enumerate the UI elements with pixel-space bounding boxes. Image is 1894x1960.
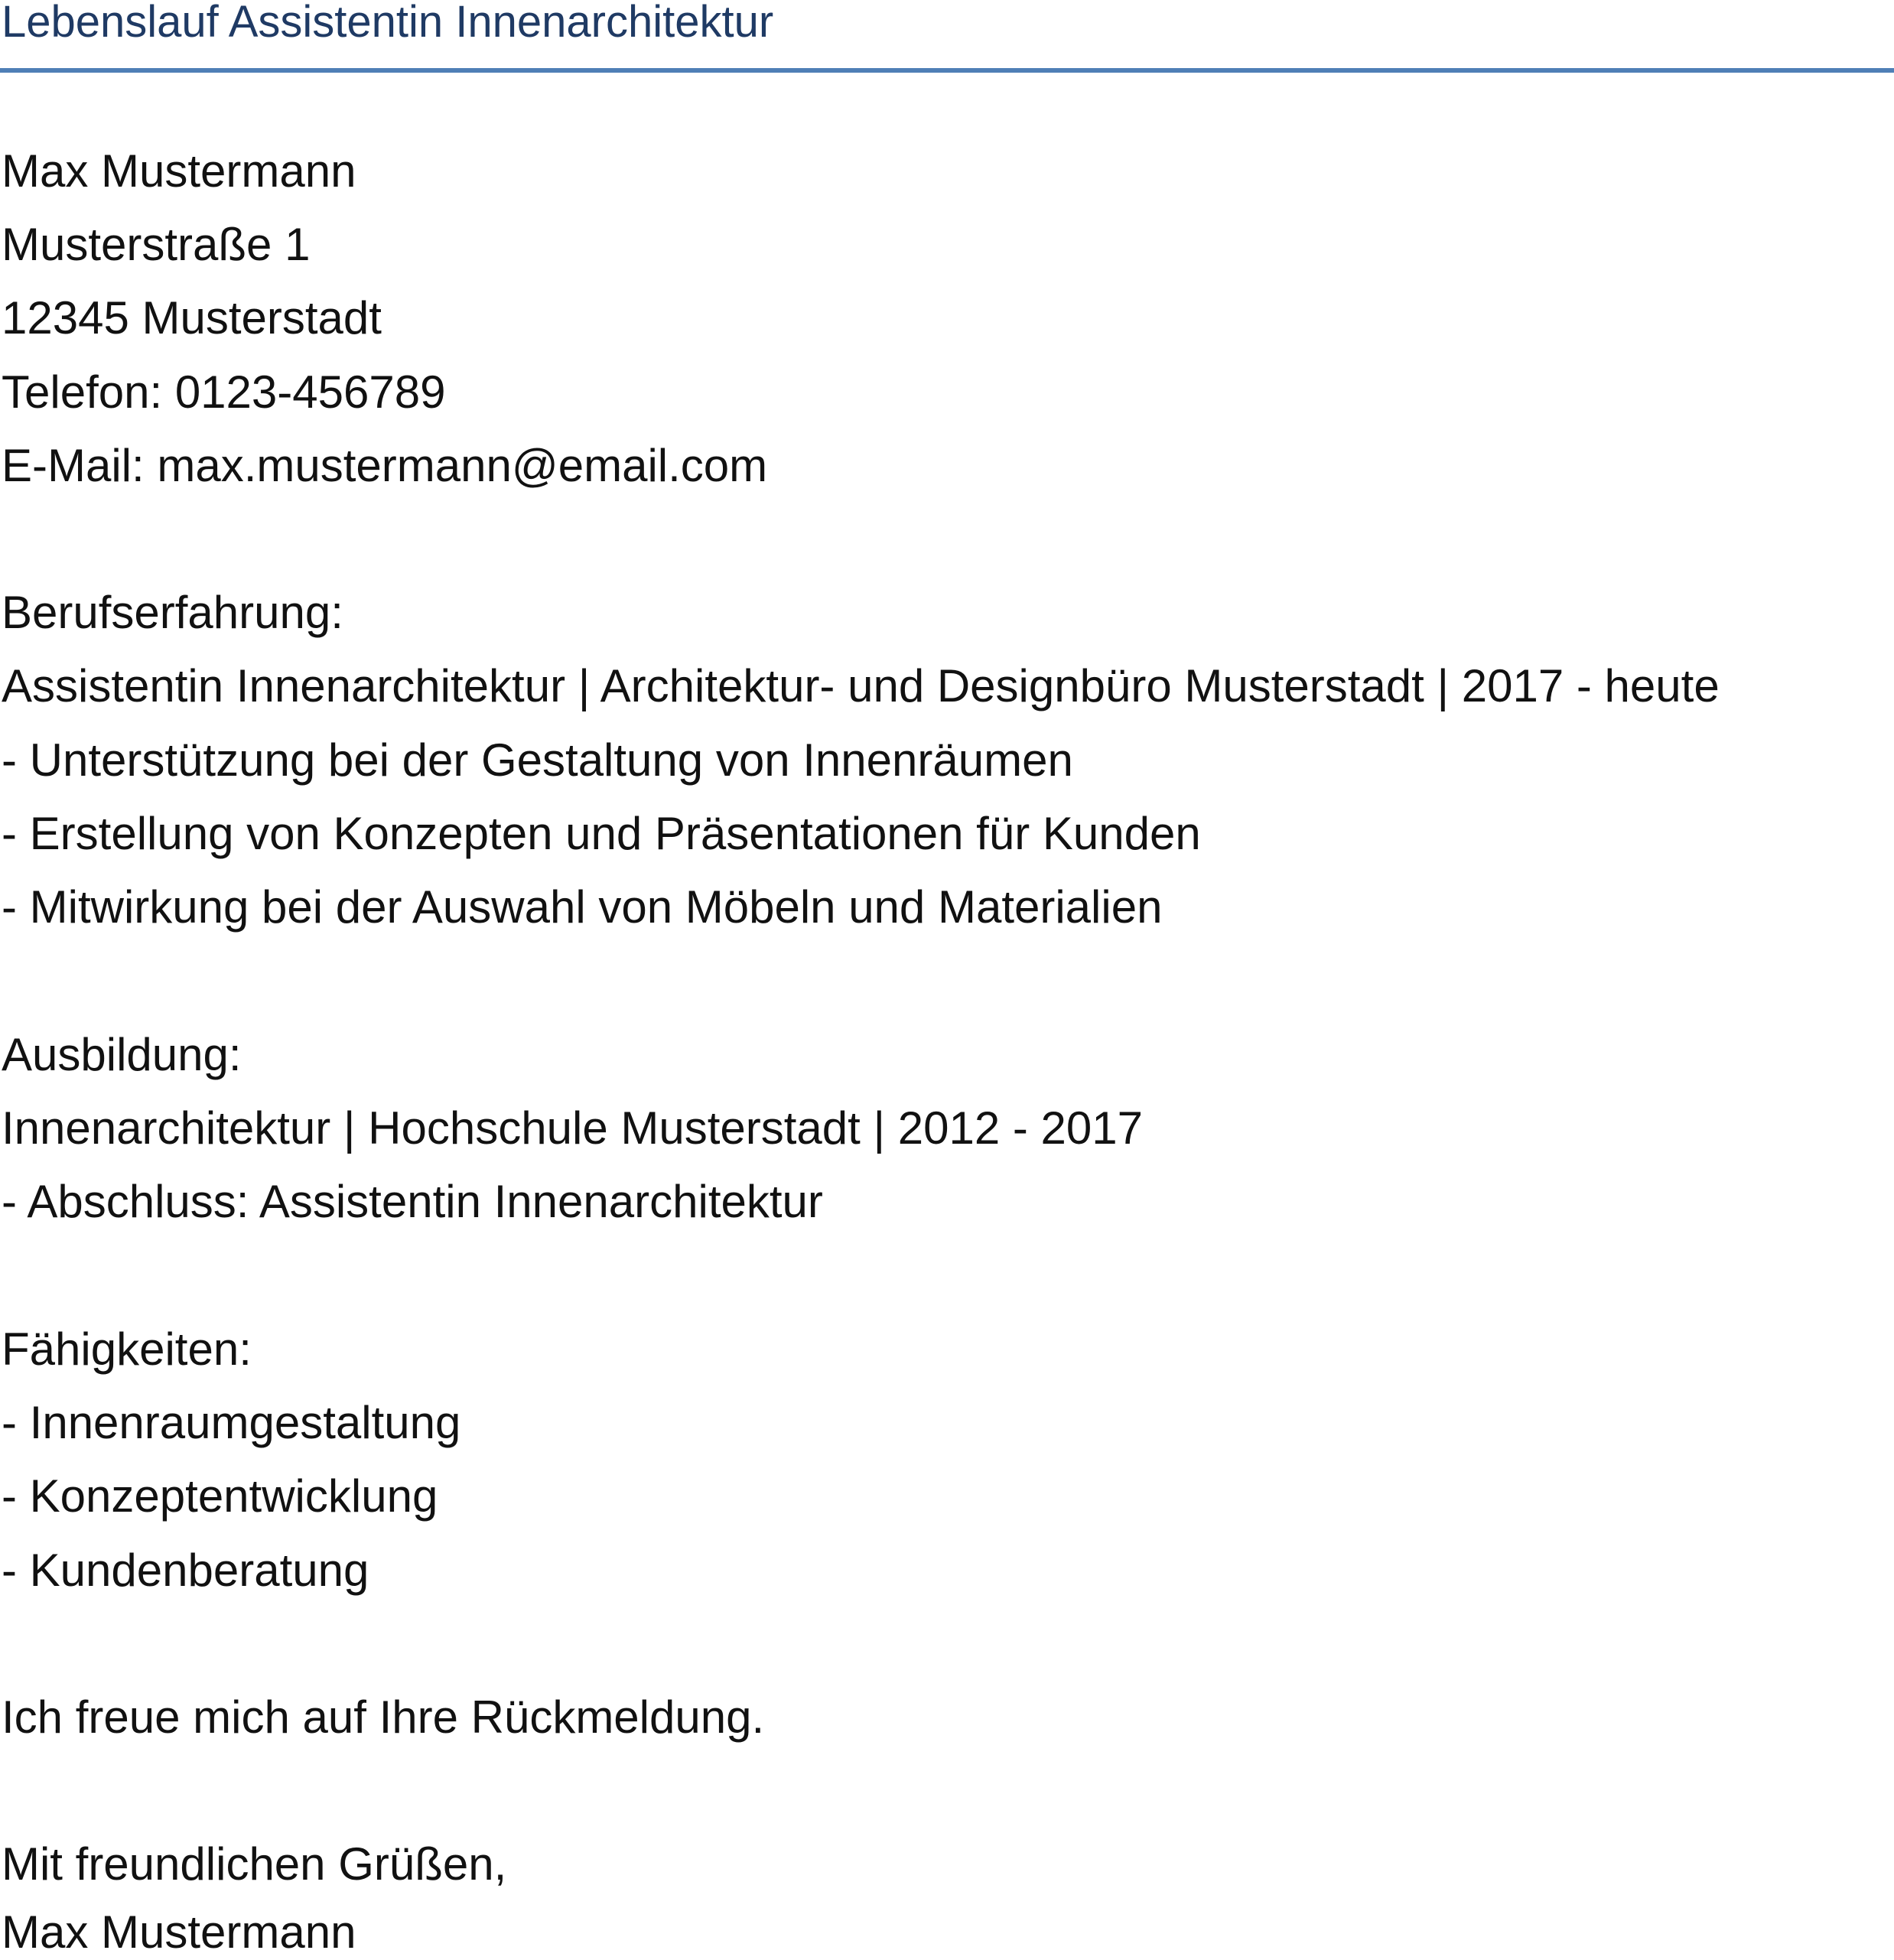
contact-phone: Telefon: 0123-456789 (2, 366, 446, 418)
experience-heading: Berufserfahrung: (2, 587, 343, 638)
contact-street: Musterstraße 1 (2, 219, 311, 270)
skills-heading: Fähigkeiten: (2, 1323, 252, 1375)
document-title: Lebenslauf Assistentin Innenarchitektur (2, 0, 774, 47)
contact-email: E-Mail: max.mustermann@email.com (2, 440, 768, 491)
title-underline-rule (0, 68, 1894, 73)
contact-city: 12345 Musterstadt (2, 292, 382, 343)
experience-item: - Erstellung von Konzepten und Präsentationen für Kunden (2, 808, 1201, 859)
education-heading: Ausbildung: (2, 1029, 242, 1080)
skills-item: - Innenraumgestaltung (2, 1397, 461, 1448)
experience-position: Assistentin Innenarchitektur | Architektur- und Designbüro Musterstadt | 2017 - heute (2, 660, 1720, 711)
skills-item: - Kundenberatung (2, 1545, 369, 1596)
experience-item: - Unterstützung bei der Gestaltung von Innenräumen (2, 734, 1073, 786)
contact-name: Max Mustermann (2, 145, 356, 197)
education-item: - Abschluss: Assistentin Innenarchitektur (2, 1176, 823, 1227)
skills-item: - Konzeptentwicklung (2, 1470, 438, 1522)
closing-greeting: Mit freundlichen Grüßen, (2, 1838, 507, 1890)
closing-sentence: Ich freue mich auf Ihre Rückmeldung. (2, 1691, 765, 1743)
signature-name: Max Mustermann (2, 1906, 356, 1958)
education-entry: Innenarchitektur | Hochschule Musterstadt | 2012 - 2017 (2, 1102, 1144, 1154)
experience-item: - Mitwirkung bei der Auswahl von Möbeln und Materialien (2, 881, 1163, 933)
